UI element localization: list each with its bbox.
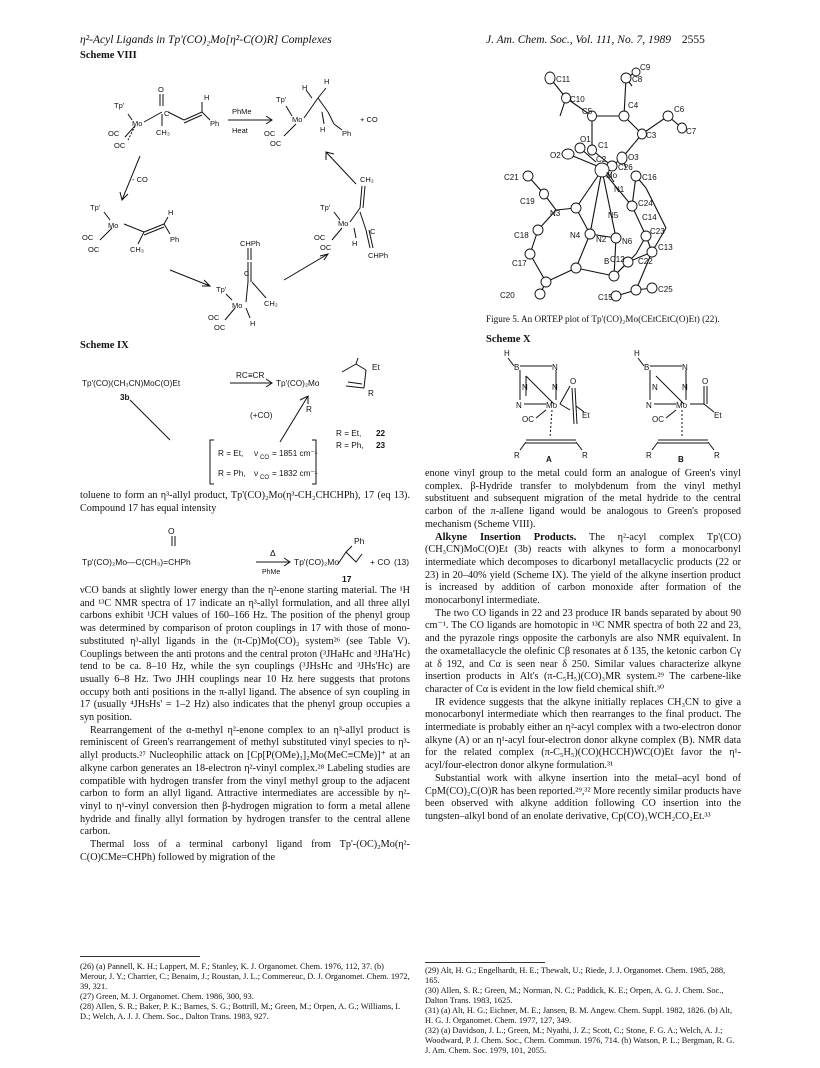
atom-label-18: N1 bbox=[614, 185, 625, 194]
footnote-29: (29) Alt, H. G.; Engelhardt, H. E.; Thewalt, U.; Riede, J. J. Organomet. Chem. 1985, 288, 165. bbox=[425, 966, 726, 985]
atom-label-oc: OC bbox=[652, 415, 664, 424]
viii-m2-h1: H bbox=[324, 77, 330, 86]
atom-label-oc: OC bbox=[522, 415, 534, 424]
footnote-26: (26) (a) Pannell, K. H.; Lappert, M. F.; Stanley, K. J. Organomet. Chem. 1976, 112, 37. (b) Merour, J. Y.; Charrier, C.; Benaim, J.; Roustan, J. L.; Commereuc, D. J. Organomet. Chem. 1972, 39, 321. bbox=[80, 962, 410, 991]
viii-m5-chph: CHPh bbox=[240, 239, 261, 248]
left-column bbox=[80, 490, 410, 515]
viii-m1-ch3: CH₃ bbox=[156, 128, 170, 137]
viii-m1-tp: Tp' bbox=[114, 101, 125, 110]
viii-m2-h3: H bbox=[320, 125, 326, 134]
viii-minus-co: - CO bbox=[132, 175, 148, 184]
viii-m5-h: H bbox=[250, 319, 256, 328]
atom-label-b: B bbox=[514, 363, 520, 372]
viii-m4-chph: CHPh bbox=[368, 251, 389, 260]
atom-label-27: N2 bbox=[596, 235, 607, 244]
atom-label-36: C25 bbox=[658, 285, 673, 294]
atom-label-n: N bbox=[652, 383, 658, 392]
diagram-label: C bbox=[164, 109, 170, 118]
right-paragraph-4: IR evidence suggests that the alkyne initially replaces CH₃CN to give a monocarbonyl intermediate which then rearranges to the final product. The intermediate is probably either an η²-acyl complex with a two-electron donor alkyne (A) or an η¹-acyl four-electron donor alkyne complex (B). NMR data for the related complex (π-C₅H₅)(CO)(HCCH)WC(O)Et favor the η¹-acyl/four-electron donor alkyne formulation.³¹ bbox=[425, 696, 741, 772]
left-footnote-rule bbox=[80, 956, 200, 957]
atom-label-19: C24 bbox=[638, 199, 653, 208]
eq-right: Tp'(CO)₂Mo bbox=[294, 557, 340, 567]
scheme-x-diagram bbox=[486, 346, 740, 464]
viii-m5-oc1: OC bbox=[208, 313, 220, 322]
atom-label-29: C13 bbox=[658, 243, 673, 252]
atom-label-1: C11 bbox=[556, 75, 571, 84]
atom-label-25: C18 bbox=[514, 231, 529, 240]
atom-label-33: C17 bbox=[512, 259, 527, 268]
scheme-viii-diagram bbox=[80, 62, 410, 334]
atom-label-24: C23 bbox=[650, 227, 665, 236]
left-column-body bbox=[80, 585, 410, 864]
atom-label-r: R bbox=[514, 451, 520, 460]
atom-label-12: C2 bbox=[596, 155, 607, 164]
atom-label-21: C19 bbox=[520, 197, 535, 206]
left-paragraph-4: Thermal loss of a terminal carbonyl ligand from Tp'-(OC)₂Mo(η²-C(O)CMe=CHPh) followed by migration of the bbox=[80, 839, 410, 863]
atom-label-26: N4 bbox=[570, 231, 581, 240]
viii-m3-oc1: OC bbox=[82, 233, 94, 242]
ix-box-ph: R = Ph, bbox=[218, 469, 246, 478]
ix-r2: R bbox=[306, 405, 312, 414]
ortep-figure bbox=[486, 58, 736, 310]
atom-label-9: O1 bbox=[580, 135, 591, 144]
viii-m4-h: H bbox=[352, 239, 358, 248]
atom-label-8: C7 bbox=[686, 127, 697, 136]
viii-m2-mo: Mo bbox=[292, 115, 303, 124]
page-number: 2555 bbox=[681, 34, 705, 46]
ix-r-et-num: 22 bbox=[376, 429, 386, 438]
atom-label-16: C16 bbox=[642, 173, 657, 182]
right-paragraph-1: enone vinyl group to the metal could form an analogue of Green's vinyl complex. β-Hydride transfer to molybdenum from the vinyl methyl substituent and subsequent migration of the metal hydride to the central carbon of the π-allene ligand would be analogous to Green's proposed mechanism (Scheme VIII). bbox=[425, 468, 741, 530]
atom-label-5: C4 bbox=[628, 101, 639, 110]
scheme-viii-title: Scheme VIII bbox=[80, 50, 137, 61]
scheme-ix-diagram bbox=[80, 356, 410, 490]
atom-label-34: C20 bbox=[500, 291, 515, 300]
viii-m2-oc1: OC bbox=[264, 129, 276, 138]
atom-label-n: N bbox=[522, 383, 528, 392]
viii-reagent-phme: PhMe bbox=[232, 107, 252, 116]
ix-r-et: R = Et, bbox=[336, 429, 362, 438]
viii-m4-oc2: OC bbox=[320, 243, 332, 252]
running-head-title: η²-Acyl Ligands in Tp'(CO)₂Mo[η²-C(O)R] Complexes bbox=[80, 34, 332, 46]
right-column bbox=[425, 468, 741, 824]
right-paragraph-3: The two CO ligands in 22 and 23 produce IR bands separated by about 90 cm⁻¹. The CO ligands are homotopic in ¹³C NMR spectra of both 22 and 23, and the pyrazole rings opposite the carbonyls are also NMR equivalent. In the oxametallacycle the olefinic Cβ resonates at δ 135, the ketonic carbon Cγ at δ 192, and Cα is seen near δ 250. Similar values characterize alkyne insertion products in Alt's (π-C₅H₅)(CO)₃MR system.²⁹ The carbene-like character of Cα is evident in the low field chemical shift.³⁰ bbox=[425, 607, 741, 695]
atom-label-n: N bbox=[646, 401, 652, 410]
section-heading-alkyne: Alkyne Insertion Products. bbox=[435, 531, 577, 543]
viii-m3-ch3: CH₃ bbox=[130, 245, 144, 254]
atom-label-n: N bbox=[516, 401, 522, 410]
diagram-label: C bbox=[244, 269, 250, 278]
atom-label-20: C14 bbox=[642, 213, 657, 222]
ix-r-ph: R = Ph, bbox=[336, 441, 364, 450]
ix-box-ph-val: = 1832 cm⁻¹ bbox=[272, 469, 318, 478]
atom-label-35: C15 bbox=[598, 293, 613, 302]
eq-plus-co: + CO bbox=[370, 557, 391, 567]
viii-m3-mo: Mo bbox=[108, 221, 119, 230]
ix-r-ph-num: 23 bbox=[376, 441, 386, 450]
ix-box-et: R = Et, bbox=[218, 449, 244, 458]
atom-label-mo: Mo bbox=[676, 401, 688, 410]
eq-compound: 17 bbox=[342, 574, 352, 584]
scheme-x-label-b: B bbox=[678, 455, 684, 464]
atom-label-mo: Mo bbox=[546, 401, 558, 410]
ix-box-et-val: = 1851 cm⁻¹ bbox=[272, 449, 318, 458]
scheme-x-title: Scheme X bbox=[486, 334, 531, 345]
ix-box-ph-co: CO bbox=[260, 475, 269, 481]
atom-label-23: N5 bbox=[608, 211, 619, 220]
atom-label-32: C22 bbox=[638, 257, 653, 266]
right-paragraph-5: Substantial work with alkyne insertion into the metal–acyl bond of CpM(CO)₂C(O)R has been reported.²⁹,³² More recently similar products have been observed with alkyne addition following CO insertion into the tungsten–alkyl bond of an enolate derivative, Cp(CO)₃WCH₂CO₂Et.³³ bbox=[425, 772, 741, 822]
viii-m5-tp: Tp' bbox=[216, 285, 227, 294]
atom-label-15: O3 bbox=[628, 153, 639, 162]
atom-label-n: N bbox=[552, 363, 558, 372]
viii-m2-oc2: OC bbox=[270, 139, 282, 148]
right-footnote-rule bbox=[425, 962, 545, 963]
viii-m1-ph: Ph bbox=[210, 119, 220, 128]
ix-box-et-nu: ν bbox=[254, 449, 259, 458]
viii-m5-mo: Mo bbox=[232, 301, 243, 310]
atom-label-o: O bbox=[702, 377, 709, 386]
equation-13 bbox=[80, 524, 410, 584]
left-paragraph-2: νCO bands at slightly lower energy than the η²-enone starting material. The ¹H and ¹³C NMR spectra of 17 indicate an η³-allyl formulation, and all three allyl carbons exhibit ¹JCH values of 160–166 Hz. The position of the phenyl group was determined by comparison of proton couplings in 17 with those of mono-substituted η³-allyl ligands in the (π-Cp)Mo(CO)₂ system²⁶ (see Table V). Couplings between the anti protons and the central proton (³JHaHc and ³JHa'Hc) tend to be ca. 8–10 Hz, while the syn couplings (³JHsHc and ³JHs'Hc) are usually 6–8 Hz. Two JHH couplings near 10 Hz here suggests that protons occupy both anti positions in the π-allyl ligand. The absence of syn coupling in 17 (usually ⁴JHsHs' = 1–2 Hz) also indicates that the phenyl group occupies a syn position. bbox=[80, 585, 410, 724]
viii-plus-co: + CO bbox=[360, 115, 378, 124]
ix-et: Et bbox=[372, 363, 380, 372]
atom-label-6: C6 bbox=[674, 105, 685, 114]
viii-m1-h: H bbox=[204, 93, 210, 102]
viii-m4-ch2: CH₂ bbox=[360, 175, 374, 184]
viii-m3-oc2: OC bbox=[88, 245, 100, 254]
running-head-journal bbox=[486, 34, 705, 46]
ix-box-et-co: CO bbox=[260, 455, 269, 461]
atom-label-r: R bbox=[714, 451, 720, 460]
left-paragraph-3: Rearrangement of the α-methyl η²-enone complex to an η³-allyl product is reminiscent of Green's rearrangement of methyl substituted vinyl species to η³-allyl products.²⁷ Nucleophilic attack on [Cp[P(OMe)₃]₂Mo(MeC≡CMe)]⁺ at an alkyne carbon generates an 18-electron η²-vinyl complex.²⁸ Labeling studies are compatible with hydrogen transfer from the vinyl methyl group to the adjacent carbon to form an allyl ligand. Attractive intermediates are accessible by η²-vinyl to η¹-vinyl conversion then β-hydrogen migration to form a metal allene hydride and finally allyl formation by hydrogen transfer to the central allene carbon. bbox=[80, 724, 410, 838]
viii-m4-oc1: OC bbox=[314, 233, 326, 242]
ix-product: Tp'(CO)₂Mo bbox=[276, 379, 320, 388]
atom-label-et: Et bbox=[582, 411, 590, 420]
atom-label-o: O bbox=[570, 377, 577, 386]
viii-m3-h: H bbox=[168, 208, 174, 217]
ix-reagent: RC≡CR bbox=[236, 371, 265, 380]
atom-label-r: R bbox=[646, 451, 652, 460]
viii-m1-oc1: OC bbox=[108, 129, 120, 138]
eq-left: Tp'(CO)₂Mo—C(CH₃)=CHPh bbox=[82, 557, 191, 567]
atom-label-11: C1 bbox=[598, 141, 609, 150]
atom-label-b: B bbox=[644, 363, 650, 372]
atom-label-17: C21 bbox=[504, 173, 519, 182]
atom-label-2: C8 bbox=[632, 75, 643, 84]
eq-phme: PhMe bbox=[262, 569, 281, 576]
footnote-32: (32) (a) Davidson, J. L.; Green, M.; Nyathi, J. Z.; Scott, C.; Stone, F. G. A.; Welch, A. J.; Woodward, P. J. Chem. Soc., Chem. Commun. 1976, 714. (b) Watson, P. L.; Bergman, R. G. J. Am. Chem. Soc. 1979, 101, 2055. bbox=[425, 1026, 735, 1055]
viii-m3-tp: Tp' bbox=[90, 203, 101, 212]
viii-m4-tp: Tp' bbox=[320, 203, 331, 212]
viii-m4-mo: Mo bbox=[338, 219, 349, 228]
eq-number: (13) bbox=[394, 557, 410, 567]
footnote-31: (31) (a) Alt, H. G.; Eichner, M. E.; Jansen, B. M. Angew. Chem. Suppl. 1982, 1826. (b) Alt, H. G. J. Organomet. Chem. 1977, 127, 349. bbox=[425, 1006, 733, 1025]
atom-label-h: H bbox=[504, 349, 510, 358]
atom-label-22: N3 bbox=[550, 209, 561, 218]
ix-reactant-label: 3b bbox=[120, 393, 130, 402]
right-paragraph-2: The η²-acyl complex Tp'(CO)(CH₃CN)MoC(O)Et (3b) reacts with alkynes to form a monocarbonyl intermediate which decomposes to dicarbonyl metallacyclic products (22 or 23) in 20–40% yield (Scheme IX). The yield of the alkyne insertion product is increased by addition of carbon monoxide after formation of the monocarbonyl intermediate. bbox=[425, 531, 741, 607]
atom-label-n: N bbox=[552, 383, 558, 392]
footnote-30: (30) Allen, S. R.; Green, M.; Norman, N. C.; Paddick, K. E.; Orpen, A. G. J. Chem. Soc., Dalton Trans. 1983, 1625. bbox=[425, 986, 724, 1005]
atom-label-10: O2 bbox=[550, 151, 561, 160]
ix-plus-co: (+CO) bbox=[250, 411, 273, 420]
atom-label-7: C3 bbox=[646, 131, 657, 140]
viii-m1-mo: Mo bbox=[132, 119, 143, 128]
atom-label-n: N bbox=[682, 363, 688, 372]
viii-m5-ch2: CH₂ bbox=[264, 299, 278, 308]
atom-label-4: C5 bbox=[582, 107, 593, 116]
ix-box-ph-nu: ν bbox=[254, 469, 259, 478]
atom-label-31: C12 bbox=[610, 255, 625, 264]
viii-m2-h2: H bbox=[302, 83, 308, 92]
left-paragraph-1: toluene to form an η³-allyl product, Tp'(CO)₂Mo(η³-CH₂CHCHPh), 17 (eq 13). Compound 17 has equal intensity bbox=[80, 490, 410, 514]
atom-label-r: R bbox=[582, 451, 588, 460]
ix-r1: R bbox=[368, 389, 374, 398]
left-footnotes bbox=[80, 962, 410, 1022]
scheme-x-label-a: A bbox=[546, 455, 552, 464]
scheme-ix-title: Scheme IX bbox=[80, 340, 129, 351]
atom-label-14: C26 bbox=[618, 163, 633, 172]
atom-label-et: Et bbox=[714, 411, 722, 420]
viii-m1-o: O bbox=[158, 85, 164, 94]
eq-ph: Ph bbox=[354, 536, 365, 546]
viii-m1-oc2: OC bbox=[114, 141, 126, 150]
diagram-label: C bbox=[370, 227, 376, 236]
eq-delta: Δ bbox=[270, 548, 276, 558]
atom-label-3: C10 bbox=[570, 95, 585, 104]
viii-m2-ph: Ph bbox=[342, 129, 352, 138]
viii-m5-oc2: OC bbox=[214, 323, 226, 332]
atom-label-28: N6 bbox=[622, 237, 633, 246]
viii-reagent-heat: Heat bbox=[232, 126, 248, 135]
atom-label-h: H bbox=[634, 349, 640, 358]
atom-label-0: C9 bbox=[640, 63, 651, 72]
footnote-28: (28) Allen, S. R.; Baker, P. K.; Barnes, S. G.; Bottrill, M.; Green, M.; Orpen, A. G.; Williams, I. D.; Welch, A. J. J. Chem. Soc., Dalton Trans. 1983, 927. bbox=[80, 1002, 401, 1021]
ix-reactant: Tp'(CO)(CH₃CN)MoC(O)Et bbox=[82, 379, 181, 388]
atom-label-n: N bbox=[682, 383, 688, 392]
figure-caption: Figure 5. An ORTEP plot of Tp'(CO)₂Mo(CEtCEtC(O)Et) (22). bbox=[486, 314, 720, 324]
right-footnotes bbox=[425, 966, 741, 1056]
eq-o: O bbox=[168, 526, 175, 536]
viii-m2-tp: Tp' bbox=[276, 95, 287, 104]
atom-label-30: B bbox=[604, 257, 610, 266]
viii-m3-ph: Ph bbox=[170, 235, 180, 244]
journal-citation: J. Am. Chem. Soc., Vol. 111, No. 7, 1989 bbox=[486, 34, 671, 46]
footnote-27: (27) Green, M. J. Organomet. Chem. 1986, 300, 93. bbox=[80, 992, 254, 1001]
atom-label-13: Mo bbox=[606, 171, 618, 180]
